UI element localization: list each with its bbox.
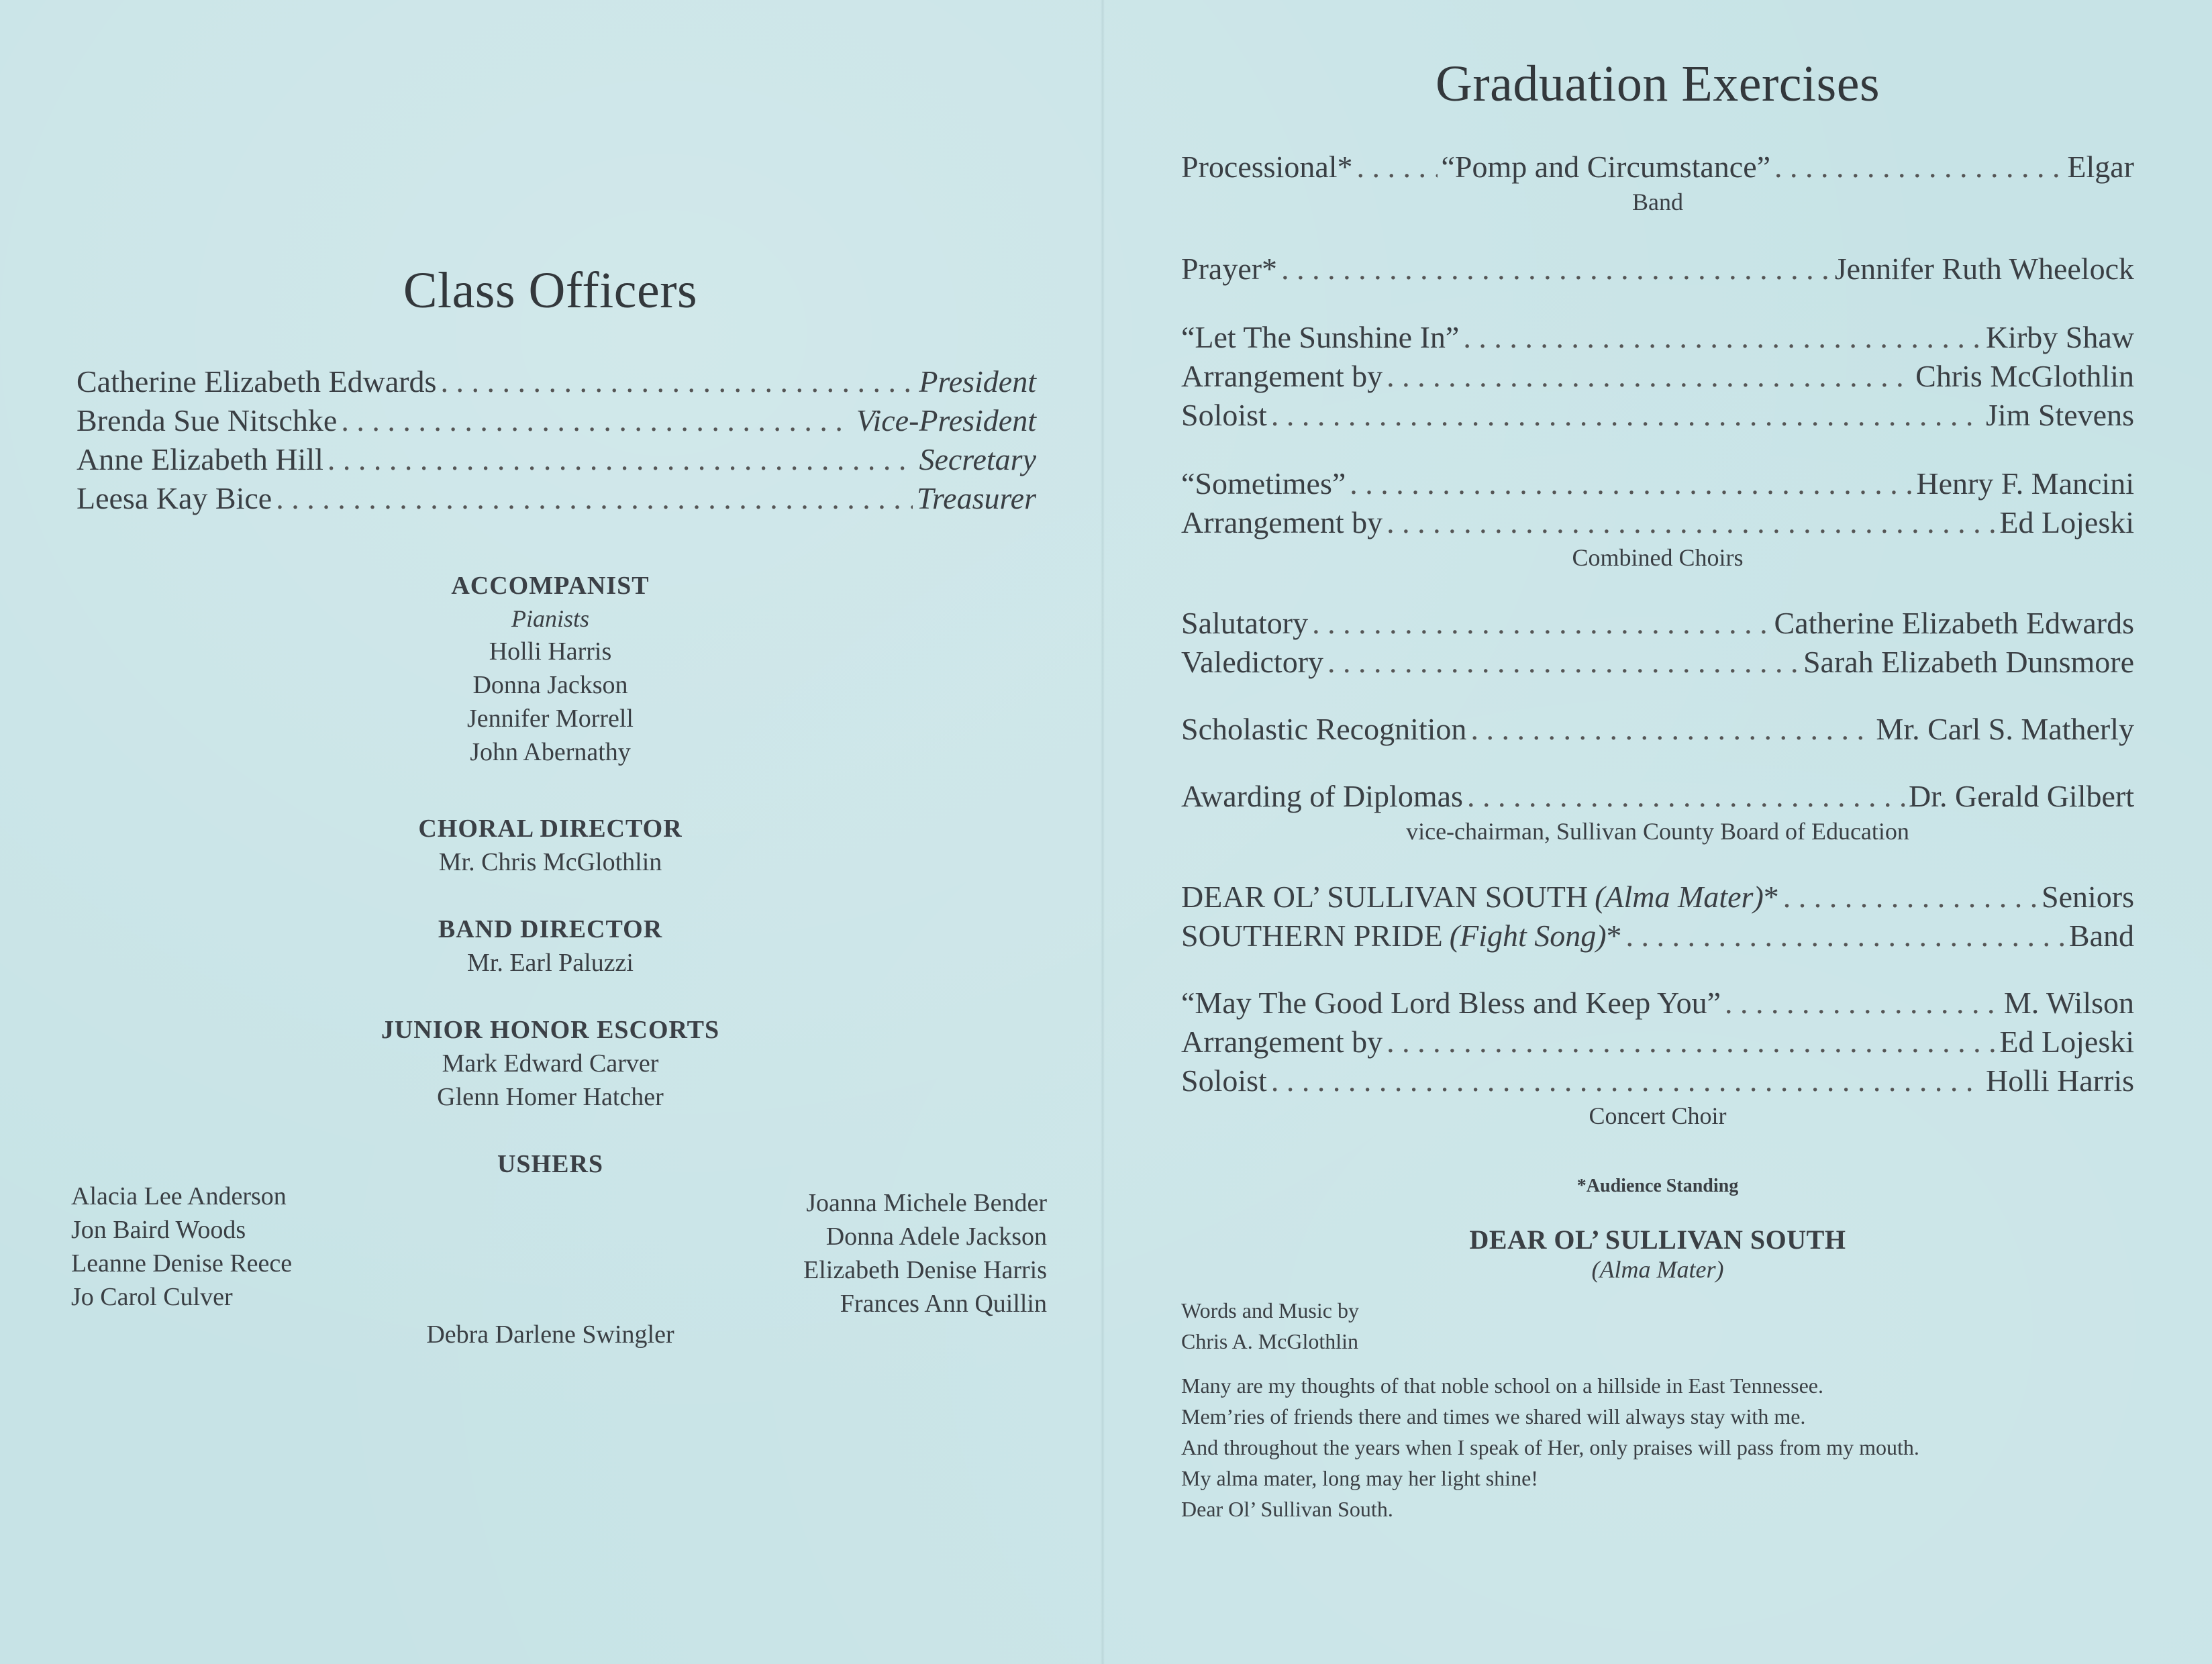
escort-name: Glenn Homer Hatcher (437, 1083, 664, 1111)
program-value: Ed Lojeski (1999, 1025, 2134, 1059)
officer-row (77, 362, 1036, 401)
pianist-name: John Abernathy (470, 738, 631, 766)
program-label: Arrangement by (1181, 359, 1383, 393)
usher-name: Debra Darlene Swingler (426, 1320, 674, 1349)
sometimes-block (1181, 464, 2134, 573)
accompanist-section (67, 569, 1034, 769)
officer-name: Anne Elizabeth Hill (77, 442, 323, 476)
program-label: Valedictory (1181, 645, 1324, 679)
program-row (1181, 318, 2134, 357)
program-value: Sarah Elizabeth Dunsmore (1803, 645, 2134, 679)
usher-name: Elizabeth Denise Harris (803, 1256, 1047, 1284)
pianists-label: Pianists (511, 605, 589, 632)
speeches-block (1181, 604, 2134, 682)
program-value: Holli Harris (1985, 1063, 2134, 1098)
program-row (1181, 917, 2134, 955)
officer-name: Leesa Kay Bice (77, 481, 272, 515)
graduation-exercises-title: Graduation Exercises (1435, 56, 1880, 112)
bless-block (1181, 984, 2134, 1131)
program-value: Band (2068, 919, 2134, 953)
verse-line: Mem’ries of friends there and times we shared will always stay with me. (1181, 1404, 1806, 1428)
program-row (1181, 643, 2134, 682)
choral-director-name: Mr. Chris McGlothlin (438, 848, 662, 876)
program-label: “May The Good Lord Bless and Keep You” (1181, 986, 1721, 1020)
pianist-name: Holli Harris (489, 637, 612, 666)
program-caption: vice-chairman, Sullivan County Board of Education (1406, 818, 1909, 845)
program-label: Arrangement by (1181, 1025, 1383, 1059)
program-value: Dr. Gerald Gilbert (1909, 779, 2134, 813)
program-value: Ed Lojeski (1999, 505, 2134, 539)
pianist-name: Donna Jackson (472, 671, 628, 699)
officer-role: Vice-President (856, 403, 1036, 437)
program-piece: “Pomp and Circumstance” (1441, 150, 1771, 184)
leader-dots (1271, 396, 1982, 435)
leader-dots (276, 479, 913, 518)
program-row (1181, 396, 2134, 435)
leader-dots (1783, 878, 2038, 917)
credit-line: Words and Music by (1181, 1298, 1359, 1322)
officer-role: Secretary (919, 442, 1036, 476)
class-officers-title: Class Officers (403, 262, 698, 319)
alma-mater-subtitle: (Alma Mater) (1591, 1256, 1724, 1283)
leader-dots (1327, 643, 1799, 682)
program-label-italic: (Fight Song) (1449, 919, 1607, 953)
program-value: Catherine Elizabeth Edwards (1774, 606, 2134, 640)
leader-dots (1387, 503, 1995, 542)
ushers-section (67, 1147, 1034, 1181)
scholastic-block (1181, 710, 2134, 749)
leader-dots (1271, 1061, 1982, 1100)
program-row (1181, 984, 2134, 1023)
leader-dots (1467, 777, 1905, 816)
alma-mater-heading (1181, 1224, 2134, 1284)
leader-dots (1463, 318, 1982, 357)
program-label: “Sometimes” (1181, 466, 1346, 501)
leader-dots (1281, 250, 1831, 289)
processional-block (1181, 148, 2134, 217)
pianist-name: Jennifer Morrell (467, 705, 634, 733)
escorts-section (67, 1013, 1034, 1114)
program-row (1181, 604, 2134, 643)
credit-line: Chris A. McGlothlin (1181, 1329, 1359, 1353)
songs-block (1181, 878, 2134, 955)
program-caption: Band (1632, 189, 1683, 215)
program-label: “Let The Sunshine In” (1181, 320, 1460, 354)
program-star: * (1606, 919, 1622, 953)
officer-name: Catherine Elizabeth Edwards (77, 364, 437, 399)
leader-dots (1357, 148, 1438, 187)
choral-heading: CHORAL DIRECTOR (418, 815, 683, 843)
alma-mater-title: DEAR OL’ SULLIVAN SOUTH (1469, 1225, 1846, 1255)
officer-role: President (919, 364, 1036, 399)
leader-dots (440, 362, 915, 401)
leader-dots (1774, 148, 2063, 187)
program-row (1181, 710, 2134, 749)
officer-row (77, 440, 1036, 479)
program-row (1181, 148, 2134, 187)
leader-dots (328, 440, 915, 479)
center-fold (1101, 0, 1105, 1664)
program-label: Awarding of Diplomas (1181, 779, 1463, 813)
program-row (1181, 878, 2134, 917)
verse-line: Dear Ol’ Sullivan South. (1181, 1497, 1393, 1521)
program-row (1181, 357, 2134, 396)
program-row (1181, 1061, 2134, 1100)
officer-name: Brenda Sue Nitschke (77, 403, 338, 437)
program-label: Soloist (1181, 1063, 1267, 1098)
verse-line: My alma mater, long may her light shine! (1181, 1466, 1538, 1490)
usher-center (67, 1318, 1034, 1351)
program-label: DEAR OL’ SULLIVAN SOUTH (1181, 880, 1589, 914)
program-value: Kirby Shaw (1985, 320, 2134, 354)
program-value: Jennifer Ruth Wheelock (1834, 252, 2134, 286)
officer-row (77, 401, 1036, 440)
sunshine-block (1181, 318, 2134, 435)
audience-note (1181, 1176, 2134, 1197)
usher-name: Jon Baird Woods (71, 1216, 246, 1244)
leader-dots (1626, 917, 2065, 955)
program-label: Prayer* (1181, 252, 1278, 286)
program-row (1181, 250, 2134, 289)
program-value: Henry F. Mancini (1916, 466, 2134, 501)
verse-line: And throughout the years when I speak of Her, only praises will pass from my mouth. (1181, 1435, 1919, 1459)
program-label-italic: (Alma Mater) (1595, 880, 1764, 914)
program-row (1181, 503, 2134, 542)
program-row (1181, 777, 2134, 816)
leader-dots (1350, 464, 1912, 503)
program-value: M. Wilson (2003, 986, 2134, 1020)
program-row (1181, 1023, 2134, 1061)
program-value: Seniors (2042, 880, 2134, 914)
program-label: Arrangement by (1181, 505, 1383, 539)
program-value: Jim Stevens (1985, 398, 2134, 432)
accompanist-heading: ACCOMPANIST (451, 572, 650, 600)
program-value: Mr. Carl S. Matherly (1876, 712, 2134, 746)
program-label: Scholastic Recognition (1181, 712, 1467, 746)
program-star: * (1763, 880, 1779, 914)
usher-name: Leanne Denise Reece (71, 1249, 293, 1278)
program-label: Processional* (1181, 150, 1353, 184)
leader-dots (1725, 984, 2000, 1023)
program-label: Soloist (1181, 398, 1267, 432)
escort-name: Mark Edward Carver (442, 1049, 659, 1078)
ushers-heading: USHERS (497, 1150, 604, 1178)
verse-line: Many are my thoughts of that noble school on a hillside in East Tennessee. (1181, 1373, 1823, 1398)
officer-role: Treasurer (916, 481, 1036, 515)
program-caption: Concert Choir (1589, 1102, 1727, 1129)
usher-name: Jo Carol Culver (71, 1283, 233, 1311)
leader-dots (1312, 604, 1770, 643)
leader-dots (341, 401, 852, 440)
program-value: Chris McGlothlin (1915, 359, 2134, 393)
usher-name: Alacia Lee Anderson (71, 1182, 287, 1210)
leader-dots (1387, 357, 1911, 396)
band-director-name: Mr. Earl Paluzzi (467, 949, 634, 977)
alma-verse (1181, 1370, 2134, 1524)
band-section (67, 913, 1034, 980)
usher-name: Joanna Michele Bender (806, 1189, 1047, 1217)
leader-dots (1470, 710, 1872, 749)
band-heading: BAND DIRECTOR (438, 915, 663, 943)
program-row (1181, 464, 2134, 503)
audience-standing-note: *Audience Standing (1576, 1176, 1739, 1196)
officer-row (77, 479, 1036, 518)
program-caption: Combined Choirs (1572, 544, 1744, 571)
alma-credits (1181, 1295, 2134, 1357)
program-label: SOUTHERN PRIDE (1181, 919, 1443, 953)
choral-section (67, 812, 1034, 879)
leader-dots (1387, 1023, 1995, 1061)
usher-name: Frances Ann Quillin (840, 1290, 1047, 1318)
officers-list (77, 362, 1036, 518)
escorts-heading: JUNIOR HONOR ESCORTS (381, 1016, 720, 1044)
program-value: Elgar (2067, 150, 2134, 184)
diplomas-block (1181, 777, 2134, 847)
prayer-block (1181, 250, 2134, 289)
usher-name: Donna Adele Jackson (825, 1223, 1047, 1251)
program-label: Salutatory (1181, 606, 1309, 640)
